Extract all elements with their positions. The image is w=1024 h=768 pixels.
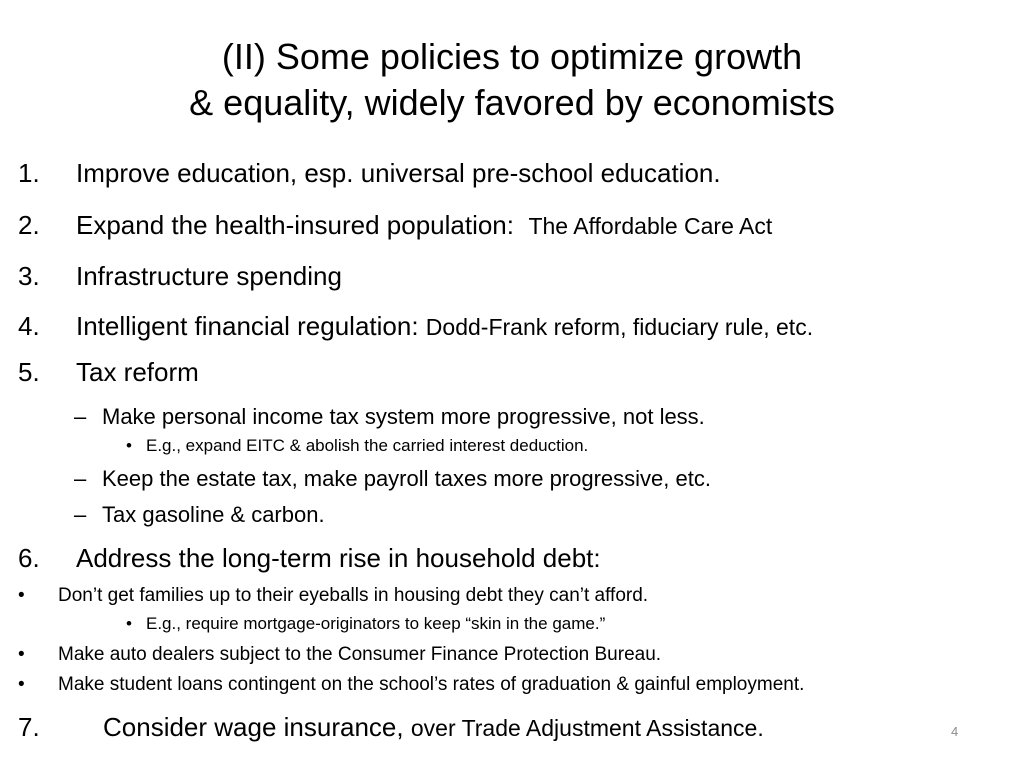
dash-marker: – (74, 466, 87, 491)
list-item-detail: The Affordable Care Act (528, 213, 773, 239)
bullet-marker: • (18, 674, 25, 695)
list-number: 2. (18, 210, 40, 240)
bullet-text: Don’t get families up to their eyeballs in housing debt they can’t afford. (58, 585, 649, 606)
list-number: 1. (18, 158, 40, 188)
list-number: 5. (18, 357, 40, 387)
sub-sub-item-text: E.g., expand EITC & abolish the carried interest deduction. (146, 436, 589, 455)
title-line-2: & equality, widely favored by economists (189, 82, 835, 123)
list-number: 7. (18, 712, 40, 742)
list-item-text: Consider wage insurance, (103, 712, 404, 742)
bullet-marker: • (18, 644, 25, 665)
list-number: 3. (18, 261, 40, 291)
list-item-detail: over Trade Adjustment Assistance. (410, 715, 764, 741)
bullet-marker: • (126, 436, 132, 455)
sub-sub-item-text: E.g., require mortgage-originators to keep “skin in the game.” (146, 614, 606, 633)
sub-item-text: Keep the estate tax, make payroll taxes more progressive, etc. (102, 466, 711, 491)
title-line-1: (II) Some policies to optimize growth (221, 36, 803, 77)
list-number: 4. (18, 311, 40, 341)
dash-marker: – (74, 404, 87, 429)
sub-item-text: Tax gasoline & carbon. (102, 502, 325, 527)
list-item-text: Expand the health-insured population: (76, 210, 514, 240)
bullet-text: Make auto dealers subject to the Consumer Finance Protection Bureau. (58, 644, 662, 665)
list-item-text: Tax reform (76, 357, 199, 387)
sub-item-text: Make personal income tax system more progressive, not less. (102, 404, 705, 429)
dash-marker: – (74, 502, 87, 527)
slide-title (0, 34, 1024, 126)
bullet-marker: • (126, 614, 132, 633)
list-item-text: Infrastructure spending (76, 261, 342, 291)
list-number: 6. (18, 543, 40, 573)
list-item-text: Improve education, esp. universal pre-school education. (76, 158, 721, 188)
bullet-marker: • (18, 585, 25, 606)
list-item-text: Intelligent financial regulation: (76, 311, 419, 341)
bullet-text: Make student loans contingent on the school’s rates of graduation & gainful employment. (58, 674, 805, 695)
list-item-detail: Dodd-Frank reform, fiduciary rule, etc. (425, 314, 814, 340)
list-item-text: Address the long-term rise in household debt: (76, 543, 601, 573)
page-number: 4 (951, 724, 959, 739)
